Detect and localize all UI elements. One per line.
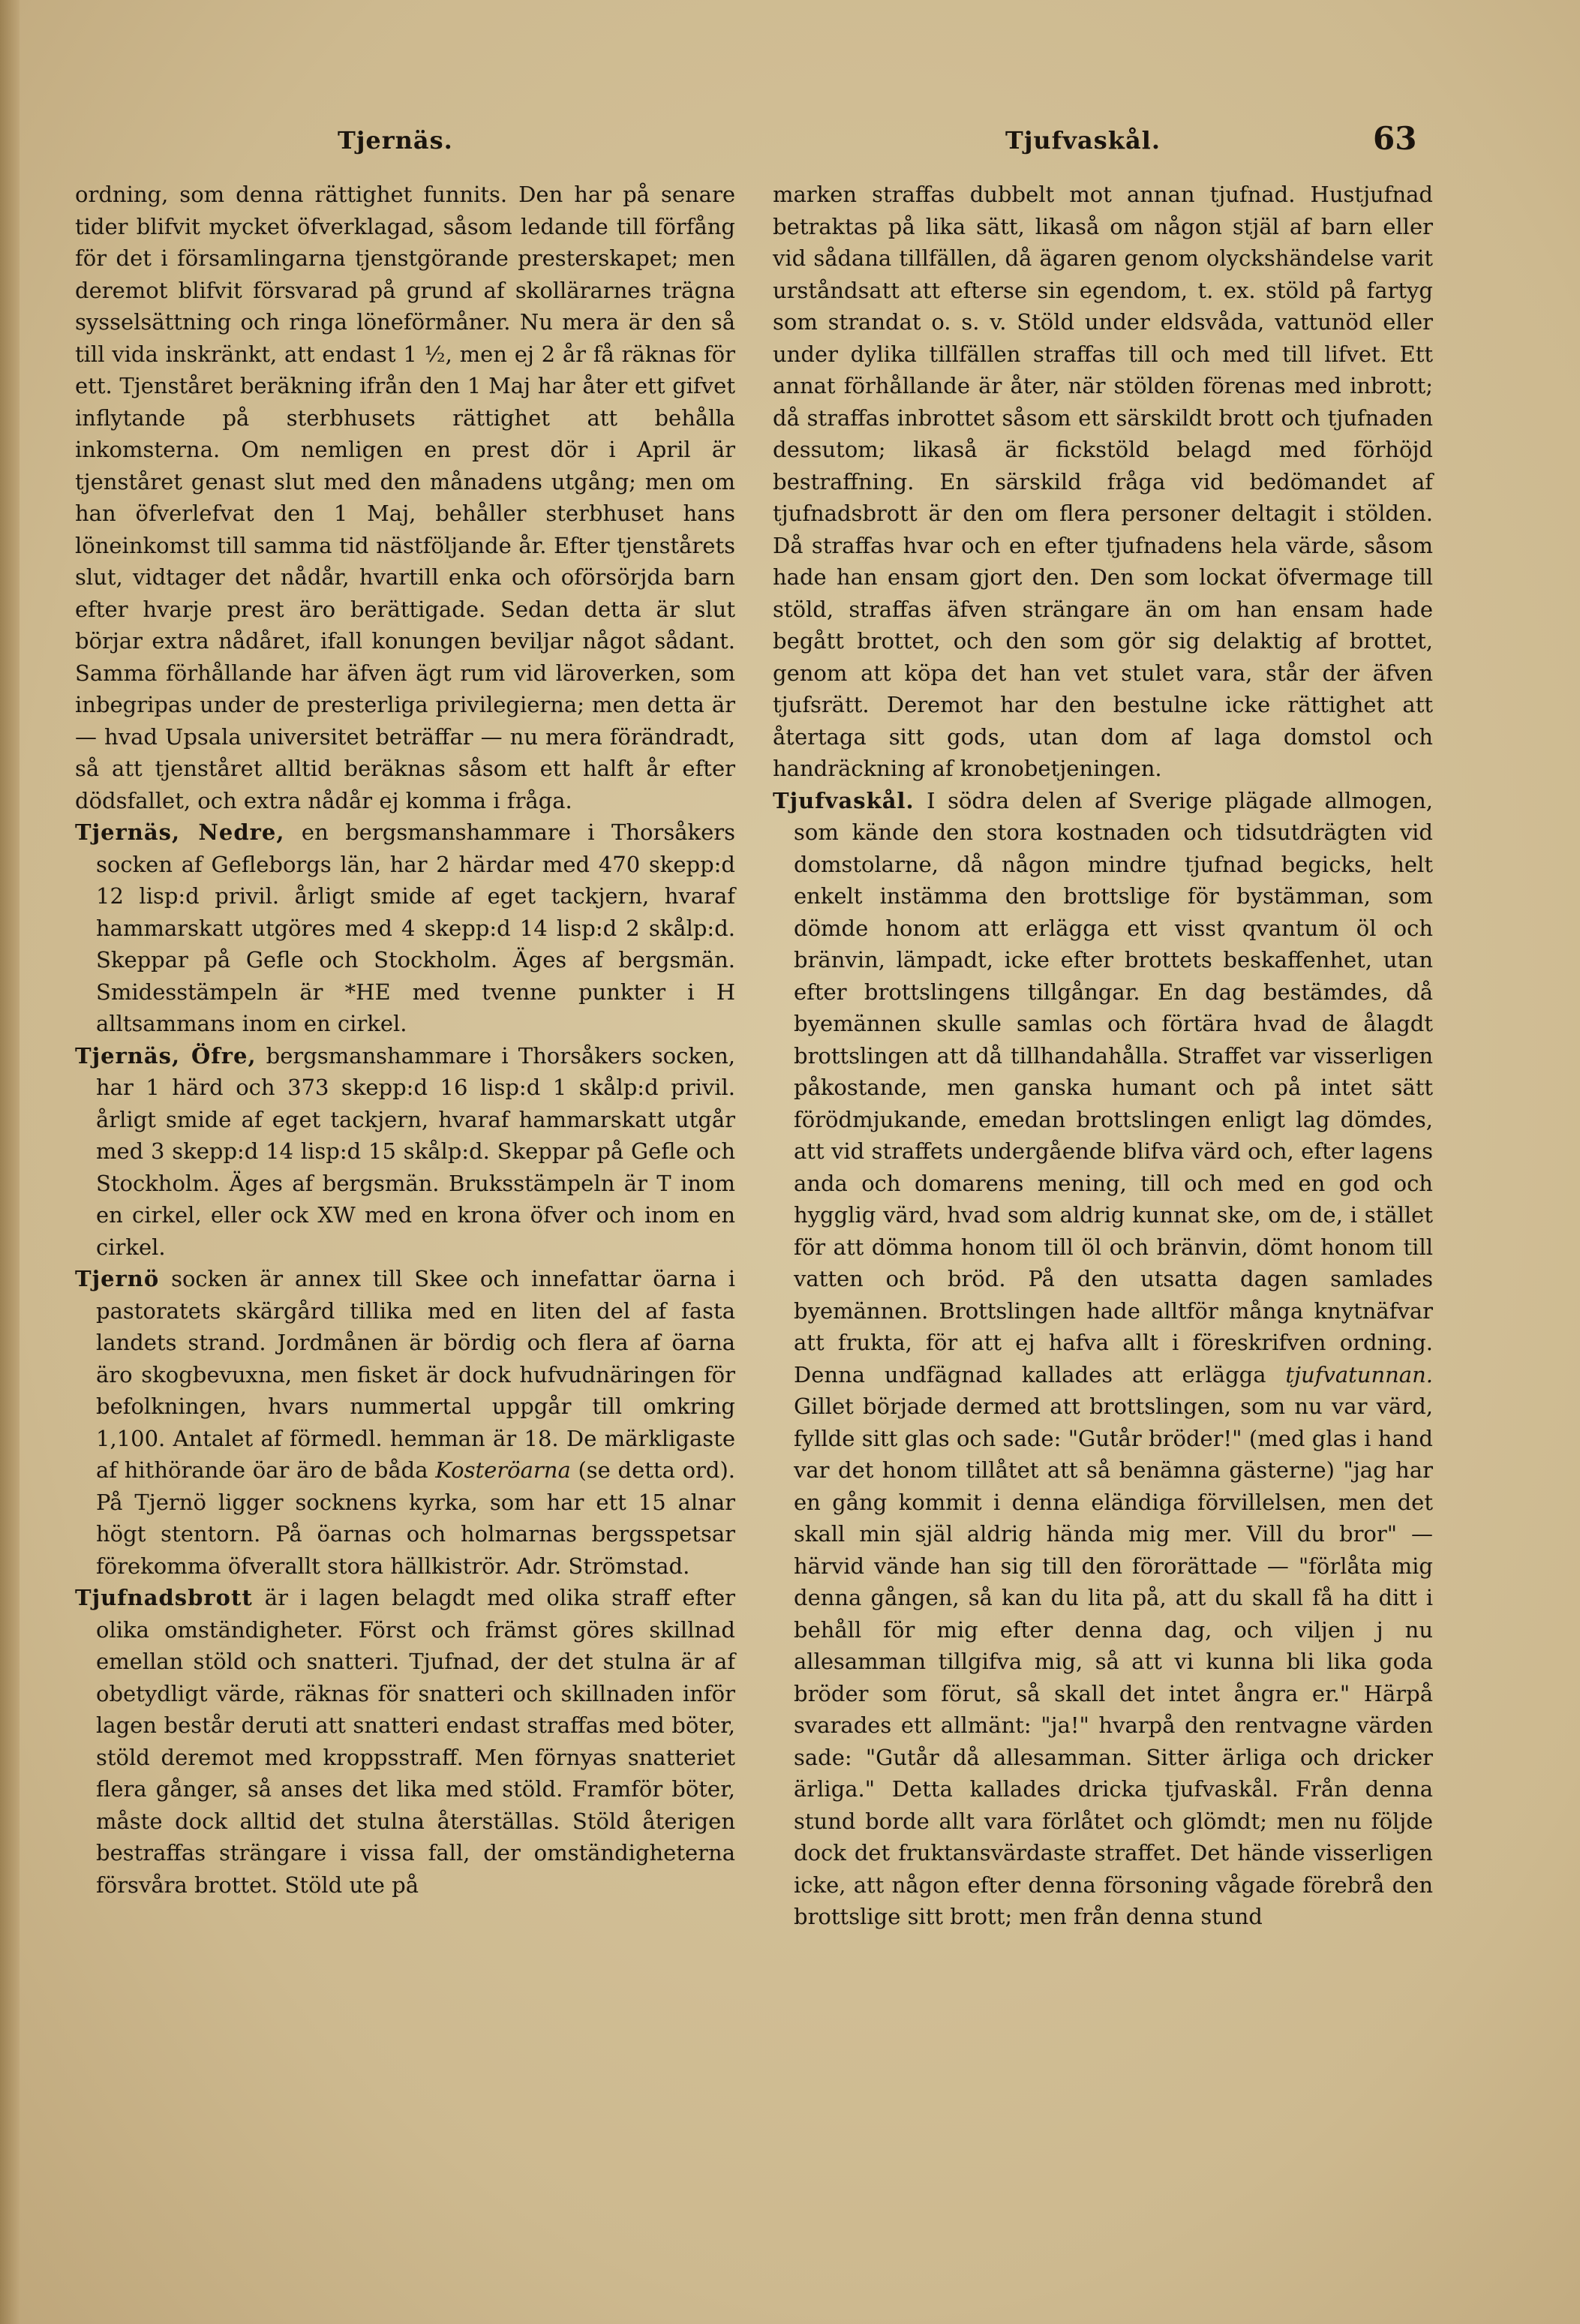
entry-text: Gillet började dermed att brottslingen, som nu var värd, fyllde sitt glas och sade: "Gutår bröder!" (med glas i hand var det honom tillåtet att så benämna gästerne) "jag har en gång kommit i denna eländiga förvillelsen, men det skall min själ aldrig hända mig mer. Vill du bror" — härvid vände han sig till den förorättade — "förlåta mig denna gången, så kan du lita på, att du skall få ha ditt i behåll för mig efter denna dag, och viljen j nu allesamman tillgifva mig, så att vi kunna bli lika goda bröder som förut, så skall det intet ångra er." Härpå svarades ett allmänt: "ja!" hvarpå den rentvagne värden sade: "Gutår då allesamman. Sitter ärliga och dricker ärliga." Detta kallades dricka tjufvaskål. Från denna stund borde allt vara förlåtet och glömdt; men nu följde dock det fruktansvärdaste straffet. Det hände visserligen icke, att någon efter denna försoning vågade förebrå den brottslige sitt brott; men från denna stund <box>794 1393 1433 1929</box>
entry-italic-term: tjufvatunnan. <box>1285 1361 1433 1387</box>
running-header <box>75 120 1417 158</box>
entry-tjernas-nedre <box>75 816 735 1040</box>
entry-tjerno <box>75 1263 735 1582</box>
page-edge <box>0 0 20 2324</box>
paragraph-continuation: ordning, som denna rättighet funnits. Den har på senare tider blifvit mycket öfverklagad, såsom ledande till förfång för det i församlingarna tjenstgörande presterskapet; men deremot blifvit försvarad på grund af skollärarnes trägna sysselsättning och ringa löneförmåner. Nu mera är den så till vida inskränkt, att endast 1 ½, men ej 2 år få räknas för ett. Tjenståret beräkning ifrån den 1 Maj har åter ett gifvet inflytande på sterbhusets rättighet att behålla inkomsterna. Om nemligen en prest dör i April är tjenståret genast slut med den månadens utgång; men om han öfverlefvat den 1 Maj, behåller sterbhuset hans löneinkomst till samma tid nästföljande år. Efter tjenstårets slut, vidtager det nådår, hvartill enka och oförsörjda barn efter hvarje prest äro berättigade. Sedan detta är slut börjar extra nådåret, ifall konungen beviljar något sådant. Samma förhållande har äfven ägt rum vid läroverken, som inbegripas under de presterliga privilegierna; men detta är — hvad Upsala universitet beträffar — nu mera förändradt, så att tjenståret alltid beräknas såsom ett halft år efter dödsfallet, och extra nådår ej komma i fråga. <box>75 182 735 813</box>
header-left-title: Tjernäs. <box>338 126 453 155</box>
entry-headword: Tjufnadsbrott <box>75 1585 253 1610</box>
entry-text: bergsmanshammare i Thorsåkers socken, har 1 härd och 373 skepp:d 16 lisp:d 1 skålp:d privil. årligt smide af eget tackjern, hvaraf hammarskatt utgår med 3 skepp:d 14 lisp:d 15 skålp:d. Skeppar på Gefle och Stockholm. Äges af bergsmän. Bruksstämpeln är T inom en cirkel, eller ock XW med en krona öfver och inom en cirkel. <box>96 1042 735 1260</box>
entry-headword: Tjernäs, Öfre, <box>75 1042 257 1069</box>
entry-headword: Tjufvaskål. <box>773 787 915 813</box>
paragraph-continuation: marken straffas dubbelt mot annan tjufnad. Hustjufnad betraktas på lika sätt, likaså om någon stjäl af barn eller vid sådana tillfällen, då ägaren genom olyckshändelse varit urståndsatt att efterse sin egendom, t. ex. stöld på fartyg som strandat o. s. v. Stöld under eldsvåda, vattunöd eller under dylika tillfällen straffas till och med till lifvet. Ett annat förhållande är åter, när stölden förenas med inbrott; då straffas inbrottet såsom ett särskildt brott och tjufnaden dessutom; likaså är fickstöld belagd med förhöjd bestraffning. En särskild fråga vid bedömandet af tjufnadsbrott är den om flera personer deltagit i stölden. Då straffas hvar och en efter tjufnadens hela värde, såsom hade han ensam gjort den. Den som lockat öfvermage till stöld, straffas äfven strängare än om han ensam hade begått brottet, och den som gör sig delaktig af brottet, genom att köpa det han vet stulet vara, står der äfven tjufsrätt. Deremot har den bestulne icke rättighet att återtaga sitt gods, utan dom af laga domstol och handräckning af kronobetjeningen. <box>773 182 1433 781</box>
entry-text: (se detta ord). På Tjernö ligger socknens kyrka, som har ett 15 alnar högt stentorn. På öarnas och holmarnas bergsspetsar förekomma öfverallt stora hällkiströr. Adr. Strömstad. <box>96 1457 735 1579</box>
entry-text: I södra delen af Sverige plägade allmogen, som kände den stora kostnaden och tidsutdrägten vid domstolarne, då någon mindre tjufnad begicks, helt enkelt instämma den brottslige för bystämman, som dömde honom att erlägga ett visst qvantum öl och bränvin, lämpadt, icke efter brottets beskaffenhet, utan efter brottslingens tillgångar. En dag bestämdes, då byemännen skulle samlas och förtära hvad de ålagdt brottslingen att då tillhandahålla. Straffet var visserligen påkostande, men ganska humant och på intet sätt förödmjukande, emedan brottslingen enligt lag dömdes, att vid straffets undergående blifva värd och, efter lagens anda och domarens mening, till och med en god och hygglig värd, hvad som aldrig kunnat ske, om de, i stället för att dömma honom till öl och bränvin, dömt honom till vatten och bröd. På den utsatta dagen samlades byemännen. Brottslingen hade alltför många knytnäfvar att frukta, för att ej hafva allt i föreskrifven ordning. Denna undfägnad kallades att erlägga <box>794 787 1433 1387</box>
page-number: 63 <box>1373 120 1417 157</box>
entry-tjufnadsbrott <box>75 1582 735 1901</box>
right-column <box>773 179 1433 1933</box>
entry-tjufvaskal <box>773 785 1433 1933</box>
entry-headword: Tjernö <box>75 1266 160 1291</box>
entry-text: socken är annex till Skee och innefattar öarna i pastoratets skärgård tillika med en liten del af fasta landets strand. Jordmånen är bördig och flera af öarna äro skogbevuxna, men fisket är dock hufvudnäringen för befolkningen, hvars nummertal uppgår till omkring 1,100. Antalet af förmedl. hemman är 18. De märkligaste af hithörande öar äro de båda <box>96 1266 735 1483</box>
entry-tjernas-ofre <box>75 1040 735 1264</box>
entry-headword: Tjernäs, Nedre, <box>75 819 285 845</box>
header-right-title: Tjufvaskål. <box>1005 126 1161 155</box>
entry-italic-term: Kosteröarna <box>435 1457 571 1483</box>
entry-text: en bergsmanshammare i Thorsåkers socken af Gefleborgs län, har 2 härdar med 470 skepp:d 12 lisp:d privil. årligt smide af eget tackjern, hvaraf hammarskatt utgöres med 4 skepp:d 14 lisp:d 2 skålp:d. Skeppar på Gefle och Stockholm. Äges af bergsmän. Smidesstämpeln är *HE med tvenne punkter i H alltsammans inom en cirkel. <box>96 819 735 1036</box>
entry-text: är i lagen belagdt med olika straff efter olika omständigheter. Först och främst göres skillnad emellan stöld och snatteri. Tjufnad, der det stulna är af obetydligt värde, räknas för snatteri och skillnaden inför lagen består deruti att snatteri endast straffas med böter, stöld deremot med kroppsstraff. Men förnyas snatteriet flera gånger, så anses det lika med stöld. Framför böter, måste dock alltid det stulna återställas. Stöld återigen bestraffas strängare i vissa fall, der omständigheterna försvåra brottet. Stöld ute på <box>96 1585 735 1898</box>
left-column <box>75 179 735 1901</box>
